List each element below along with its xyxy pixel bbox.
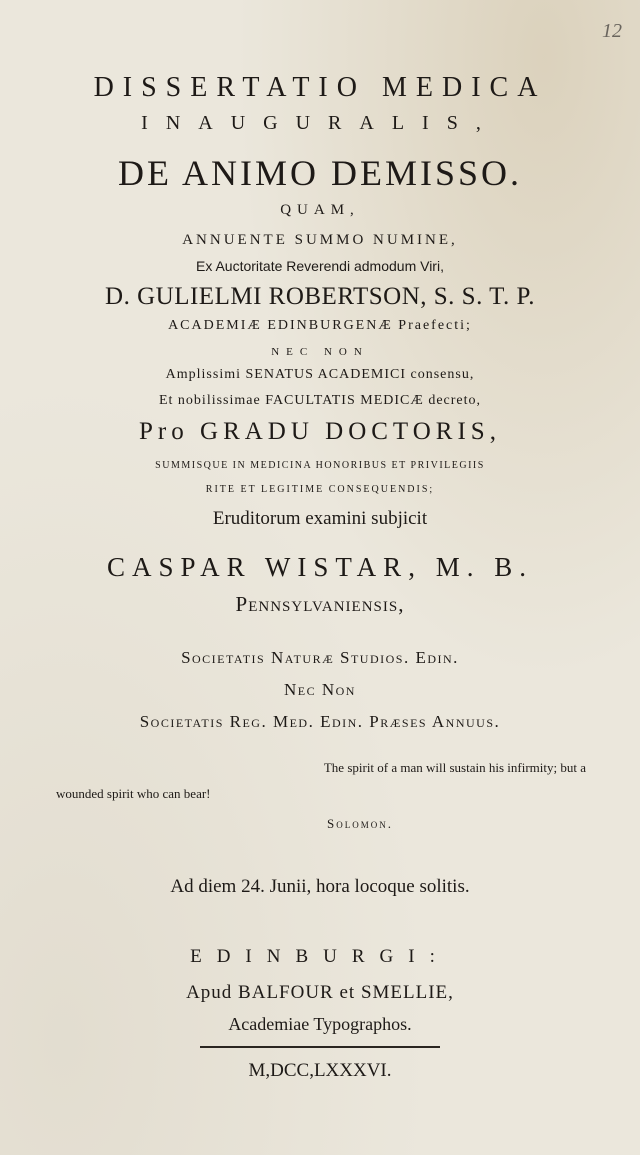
title-line-1: DISSERTATIO MEDICA [93,72,547,103]
title-line-2: INAUGURALIS, [141,112,499,134]
author-origin: Pennsylvaniensis, [235,592,405,616]
author-nec-non: Nec Non [284,680,356,699]
imprint-rule [200,1046,440,1048]
imprint-city: EDINBURGI: [190,946,450,967]
epigraph-line-1: The spirit of a man will sustain his infirmity; but a [323,760,586,775]
page-number-mark: 12 [602,20,622,42]
title-line-summisque: SUMMISQUE IN MEDICINA HONORIBUS ET PRIVILEGIIS [155,460,485,471]
imprint-year: M,DCC,LXXXVI. [248,1060,392,1081]
author-society-1: Societatis Naturæ Studios. Edin. [181,648,459,667]
defense-date: Ad diem 24. Junii, hora locoque solitis. [170,876,470,897]
title-line-nec-non-1: NEC NON [271,346,369,358]
epigraph-line-2: wounded spirit who can bear! [56,786,211,801]
author-name: CASPAR WISTAR, M. B. [107,552,533,582]
title-line-auctoritate: Ex Auctoritate Reverendi admodum Viri, [196,258,444,274]
main-title: DE ANIMO DEMISSO. [117,153,523,193]
title-line-annuente: ANNUENTE SUMMO NUMINE, [182,232,458,248]
imprint-printers: Apud BALFOUR et SMELLIE, [186,982,454,1003]
rector-name: D. GULIELMI ROBERTSON, S. S. T. P. [105,283,535,310]
author-society-2: Societatis Reg. Med. Edin. Præses Annuus. [139,712,501,731]
title-line-senatus: Amplissimi SENATUS ACADEMICI consensu, [165,367,475,382]
title-line-eruditorum: Eruditorum examini subjicit [212,508,428,529]
title-line-gradu: Pro GRADU DOCTORIS, [139,418,501,445]
title-line-facultatis: Et nobilissimae FACULTATIS MEDICÆ decreto, [158,393,482,408]
title-line-rite: RITE ET LEGITIME CONSEQUENDIS; [205,484,435,495]
imprint-role: Academiae Typographos. [228,1014,412,1034]
title-line-academiae: ACADEMIÆ EDINBURGENÆ Praefecti; [168,318,472,333]
title-line-quam: QUAM, [280,202,360,218]
epigraph-attribution: Solomon. [327,816,393,831]
